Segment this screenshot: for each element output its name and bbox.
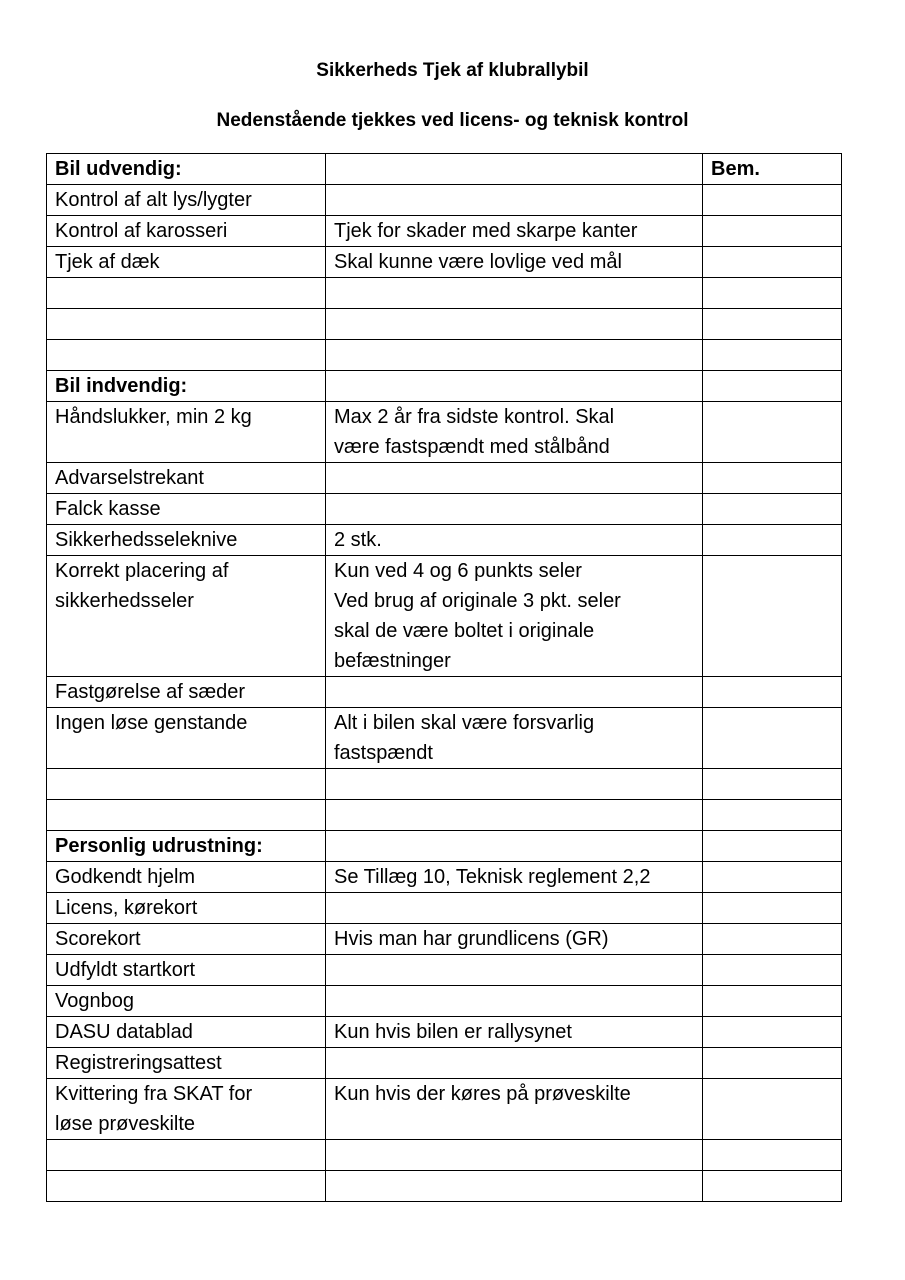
table-row <box>47 1171 842 1202</box>
remark-cell[interactable] <box>703 1048 842 1079</box>
remark-cell[interactable] <box>703 708 842 769</box>
table-row <box>47 278 842 309</box>
note-cell <box>326 1017 703 1048</box>
note-cell <box>326 402 703 463</box>
remark-cell[interactable] <box>703 986 842 1017</box>
table-row <box>47 216 842 247</box>
cell-text: Max 2 år fra sidste kontrol. Skal <box>334 406 615 428</box>
item-cell <box>47 216 326 247</box>
item-cell <box>47 154 326 185</box>
cell-text: Bem. <box>711 158 760 180</box>
cell-text: Licens, kørekort <box>55 897 198 919</box>
cell-text: Alt i bilen skal være forsvarlig <box>334 712 595 734</box>
remark-cell[interactable] <box>703 893 842 924</box>
remark-cell[interactable] <box>703 677 842 708</box>
table-row <box>47 463 842 494</box>
item-cell <box>47 1171 326 1202</box>
cell-text: Tjek for skader med skarpe kanter <box>334 220 638 242</box>
note-cell <box>326 1171 703 1202</box>
note-cell <box>326 525 703 556</box>
cell-text: befæstninger <box>334 650 451 672</box>
item-cell <box>47 402 326 463</box>
remark-cell[interactable] <box>703 216 842 247</box>
remark-cell[interactable] <box>703 1017 842 1048</box>
section-header-row <box>47 831 842 862</box>
item-cell <box>47 278 326 309</box>
item-cell <box>47 371 326 402</box>
note-cell <box>326 154 703 185</box>
section-header-row <box>47 154 842 185</box>
section-header-row <box>47 371 842 402</box>
remark-cell[interactable] <box>703 862 842 893</box>
cell-text: sikkerhedsseler <box>55 590 194 612</box>
item-cell <box>47 494 326 525</box>
table-row <box>47 185 842 216</box>
item-cell <box>47 1079 326 1140</box>
item-cell <box>47 677 326 708</box>
cell-text: Sikkerhedsseleknive <box>55 529 238 551</box>
remark-cell[interactable] <box>703 494 842 525</box>
cell-text: Håndslukker, min 2 kg <box>55 406 252 428</box>
cell-text: Bil indvendig: <box>55 375 188 397</box>
remark-cell[interactable] <box>703 800 842 831</box>
item-cell <box>47 986 326 1017</box>
table-row <box>47 800 842 831</box>
note-cell <box>326 247 703 278</box>
cell-text: Ved brug af originale 3 pkt. seler <box>334 590 621 612</box>
note-cell <box>326 708 703 769</box>
remark-cell[interactable] <box>703 831 842 862</box>
table-row <box>47 955 842 986</box>
checklist-body <box>47 154 842 1202</box>
table-row <box>47 677 842 708</box>
cell-text: DASU datablad <box>55 1021 193 1043</box>
cell-text: Kun hvis der køres på prøveskilte <box>334 1083 631 1105</box>
remark-cell[interactable] <box>703 247 842 278</box>
item-cell <box>47 340 326 371</box>
item-cell <box>47 1048 326 1079</box>
remark-cell[interactable] <box>703 955 842 986</box>
remark-cell[interactable] <box>703 340 842 371</box>
table-row <box>47 402 842 463</box>
item-cell <box>47 247 326 278</box>
cell-text: Vognbog <box>55 990 134 1012</box>
remark-cell[interactable] <box>703 556 842 677</box>
remark-cell[interactable] <box>703 185 842 216</box>
note-cell <box>326 216 703 247</box>
remark-cell[interactable] <box>703 1171 842 1202</box>
item-cell <box>47 525 326 556</box>
cell-text: Registreringsattest <box>55 1052 222 1074</box>
note-cell <box>326 955 703 986</box>
checklist-table <box>46 153 842 1202</box>
item-cell <box>47 556 326 677</box>
item-cell <box>47 862 326 893</box>
remark-cell[interactable] <box>703 1140 842 1171</box>
remark-cell[interactable] <box>703 769 842 800</box>
table-row <box>47 494 842 525</box>
note-cell <box>326 309 703 340</box>
table-row <box>47 247 842 278</box>
remark-cell[interactable] <box>703 402 842 463</box>
note-cell <box>326 924 703 955</box>
item-cell <box>47 800 326 831</box>
cell-text: Kvittering fra SKAT for <box>55 1083 253 1105</box>
table-row <box>47 862 842 893</box>
item-cell <box>47 1017 326 1048</box>
cell-text: Scorekort <box>55 928 141 950</box>
page-title: Sikkerheds Tjek af klubrallybil <box>316 60 589 81</box>
table-row <box>47 525 842 556</box>
item-cell <box>47 185 326 216</box>
table-row <box>47 556 842 677</box>
note-cell <box>326 556 703 677</box>
note-cell <box>326 1140 703 1171</box>
remark-cell[interactable] <box>703 154 842 185</box>
note-cell <box>326 1079 703 1140</box>
note-cell <box>326 986 703 1017</box>
remark-cell[interactable] <box>703 463 842 494</box>
note-cell <box>326 1048 703 1079</box>
table-row <box>47 1048 842 1079</box>
cell-text: Hvis man har grundlicens (GR) <box>334 928 609 950</box>
note-cell <box>326 278 703 309</box>
table-row <box>47 986 842 1017</box>
cell-text: skal de være boltet i originale <box>334 620 595 642</box>
cell-text: Advarselstrekant <box>55 467 204 489</box>
cell-text: Kontrol af karosseri <box>55 220 228 242</box>
table-row <box>47 1140 842 1171</box>
table-row <box>47 340 842 371</box>
cell-text: Tjek af dæk <box>55 251 160 273</box>
table-row <box>47 1017 842 1048</box>
item-cell <box>47 708 326 769</box>
note-cell <box>326 677 703 708</box>
item-cell <box>47 831 326 862</box>
item-cell <box>47 309 326 340</box>
remark-cell[interactable] <box>703 371 842 402</box>
remark-cell[interactable] <box>703 278 842 309</box>
table-row <box>47 769 842 800</box>
remark-cell[interactable] <box>703 525 842 556</box>
note-cell <box>326 463 703 494</box>
table-row <box>47 893 842 924</box>
note-cell <box>326 893 703 924</box>
note-cell <box>326 831 703 862</box>
cell-text: fastspændt <box>334 742 433 764</box>
table-row <box>47 708 842 769</box>
cell-text: Kun hvis bilen er rallysynet <box>334 1021 572 1043</box>
item-cell <box>47 769 326 800</box>
cell-text: Korrekt placering af <box>55 560 229 582</box>
table-row <box>47 1079 842 1140</box>
item-cell <box>47 924 326 955</box>
remark-cell[interactable] <box>703 309 842 340</box>
cell-text: Skal kunne være lovlige ved mål <box>334 251 622 273</box>
cell-text: Fastgørelse af sæder <box>55 681 246 703</box>
cell-text: være fastspændt med stålbånd <box>334 436 610 458</box>
note-cell <box>326 340 703 371</box>
item-cell <box>47 893 326 924</box>
item-cell <box>47 463 326 494</box>
note-cell <box>326 769 703 800</box>
item-cell <box>47 955 326 986</box>
table-row <box>47 924 842 955</box>
cell-text: Ingen løse genstande <box>55 712 248 734</box>
cell-text: Se Tillæg 10, Teknisk reglement 2,2 <box>334 866 651 888</box>
note-cell <box>326 800 703 831</box>
note-cell <box>326 371 703 402</box>
table-row <box>47 309 842 340</box>
cell-text: løse prøveskilte <box>55 1113 196 1135</box>
cell-text: Kun ved 4 og 6 punkts seler <box>334 560 582 582</box>
cell-text: Personlig udrustning: <box>55 835 263 857</box>
cell-text: 2 stk. <box>334 529 382 551</box>
cell-text: Falck kasse <box>55 498 161 520</box>
page-subtitle: Nedenstående tjekkes ved licens- og teknisk kontrol <box>216 110 689 131</box>
cell-text: Godkendt hjelm <box>55 866 196 888</box>
cell-text: Bil udvendig: <box>55 158 182 180</box>
cell-text: Kontrol af alt lys/lygter <box>55 189 252 211</box>
note-cell <box>326 862 703 893</box>
note-cell <box>326 185 703 216</box>
remark-cell[interactable] <box>703 1079 842 1140</box>
item-cell <box>47 1140 326 1171</box>
cell-text: Udfyldt startkort <box>55 959 196 981</box>
note-cell <box>326 494 703 525</box>
remark-cell[interactable] <box>703 924 842 955</box>
